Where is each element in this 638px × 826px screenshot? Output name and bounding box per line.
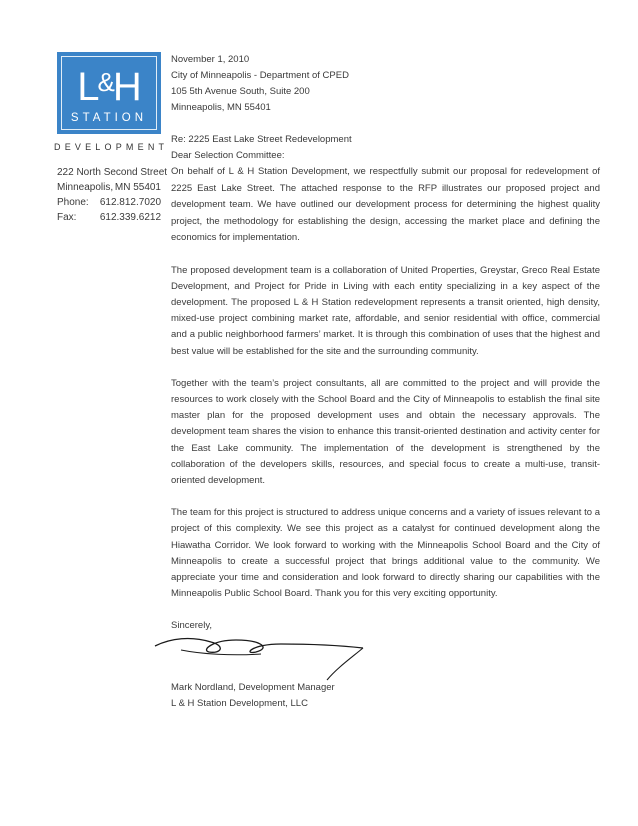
signer-company: L & H Station Development, LLC [171,698,308,710]
logo-station-text: STATION [70,112,148,124]
company-logo [57,52,161,134]
body-paragraph: The proposed development team is a collaboration of United Properties, Greystar, Greco Real Estate Development, and Project for Pride in Living with each entity specializing in a key aspect of the development. The proposed L & H Station redevelopment represents a transit oriented, high density, mixed-use project combining market rate, affordable, and senior residential with office, commercial and a public neighborhood farmers’ market. It is through this combination of uses that the highest and best value will be established for the site and the surrounding community. [171,264,600,357]
recipient-line: 105 5th Avenue South, Suite 200 [171,86,310,97]
contact-city: Minneapolis, MN 55401 [57,182,161,193]
signer-name: Mark Nordland, Development Manager [171,682,335,694]
salutation: Dear Selection Committee: [171,150,285,161]
body-paragraph: Together with the team’s project consultants, all are committed to the project and will provide the resources to work closely with the School Board and the City of Minneapolis to establish the final site master plan for the proposed development uses and obtain the necessary approvals. The development team shares the vision to enhance this transit-oriented destination and activity center for the East Lake community. The implementation of the development is strengthened by the collaboration of the developers skills, resources, and special focus to create a multi-use, transit-oriented development. [171,377,600,486]
letterhead-sidebar [54,52,169,225]
contact-phone: Phone: 612.812.7020 [57,197,161,208]
recipient-line: City of Minneapolis - Department of CPED [171,70,349,81]
logo-mark: L&H [77,65,141,109]
contact-street: 222 North Second Street [57,167,168,178]
letter-body [171,52,600,712]
signature [171,634,600,680]
closing: Sincerely, [171,620,213,632]
subject-line: Re: 2225 East Lake Street Redevelopment [171,134,352,145]
recipient-line: Minneapolis, MN 55401 [171,102,271,113]
body-paragraph: On behalf of L & H Station Development, we respectfully submit our proposal for redevelopment of 2225 East Lake Street. The attached response to the RFP illustrates our proposed project and development team. We have outlined our development process for determining the highest quality project, the methodology for establishing the design, accessing the market place and defining the economics for implementation. [171,166,600,243]
body-paragraph: The team for this project is structured to address unique concerns and a variety of issues relevant to a project of this complexity. We see this project as a catalyst for continued development along the Hiawatha Corridor. We look forward to working with the Minneapolis School Board and the City of Minneapolis to create a successful project that brings additional value to the community. We appreciate your time and consideration and look forward to directly sharing our capabilities with the Minneapolis Public School Board. Thank you for this very exciting opportunity. [171,507,600,600]
contact-block [57,165,168,225]
signature-icon [151,628,381,688]
logo-development-text: DEVELOPMENT [54,142,169,152]
recipient-address [171,68,600,116]
letter-date: November 1, 2010 [171,54,250,65]
contact-fax: Fax: 612.339.6212 [57,212,161,223]
